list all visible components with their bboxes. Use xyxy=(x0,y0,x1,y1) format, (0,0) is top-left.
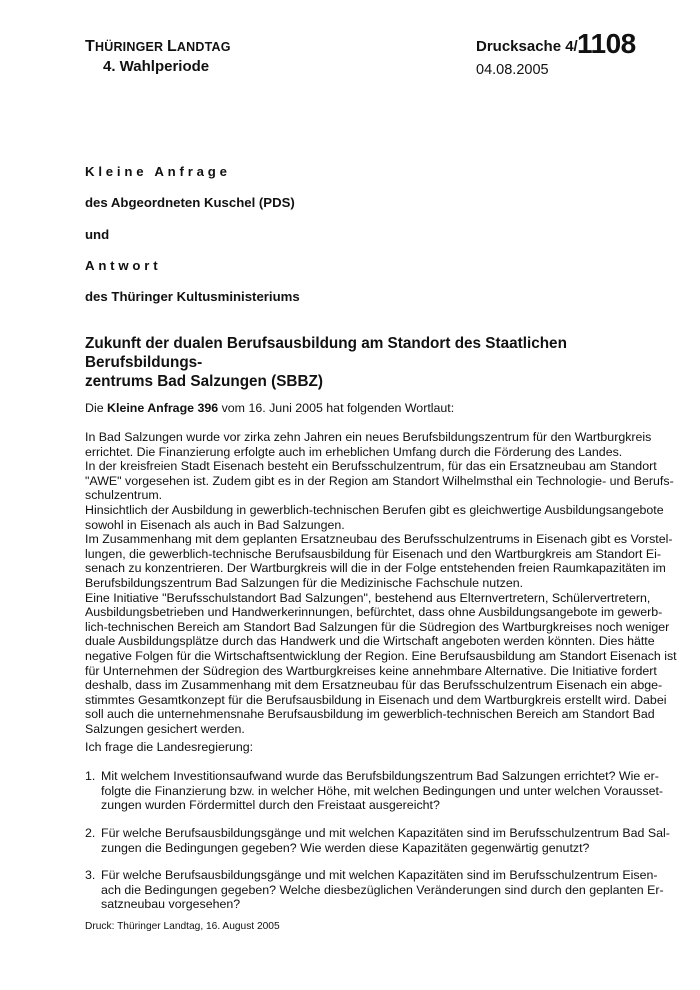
question-1-number: 1. xyxy=(85,769,96,783)
heading-kleine-anfrage: Kleine Anfrage xyxy=(85,164,231,179)
heading-author: des Abgeordneten Kuschel (PDS) xyxy=(85,195,295,210)
body-text-line: Eine Initiative "Berufsschulstandort Bad Salzungen", bestehend aus Elternvertretern, Schülervertretern, xyxy=(85,590,651,605)
question-text-line: Für welche Berufsausbildungsgänge und mit welchen Kapazitäten sind im Berufsschulzentrum Eisen- xyxy=(101,868,658,882)
question-text-line: satzneubau vorgesehen? xyxy=(101,897,241,912)
body-text-line: In Bad Salzungen wurde vor zirka zehn Jahren ein neues Berufsbildungszentrum für den Wartburgkreis xyxy=(85,430,652,444)
drucksache-label: Drucksache 4/ xyxy=(476,38,578,55)
drucksache-number: 1108 xyxy=(577,28,636,59)
body-text-line: lungen, die gewerblich-technische Berufsausbildung für Eisenach und den Wartburgkreis am Standort Ei- xyxy=(85,546,662,561)
body-text-line: Ausbildungsbetrieben und Handwerkerinnungen, befürchtet, dass ohne Ausbildungsangebote im gewerb- xyxy=(85,605,663,620)
body-text-line: für Unternehmen der Südregion des Wartburgkreises keine annehmbare Alternative. Die Initiative fordert xyxy=(85,663,657,678)
question-1-text xyxy=(101,769,664,813)
question-intro: Ich frage die Landesregierung: xyxy=(85,740,254,754)
body-text-line: senach zu konzentrieren. Der Wartburgkreis will die in der Folge entstehenden freien Raumkapazitäten im xyxy=(85,561,666,576)
title-line-1: Zukunft der dualen Berufsausbildung am Standort des Staatlichen Berufsbildungs- xyxy=(85,335,567,371)
electoral-period: 4. Wahlperiode xyxy=(103,58,210,75)
body-text-line: Hinsichtlich der Ausbildung in gewerblich-technischen Berufen gibt es gleichwertige Ausbildungsangebote xyxy=(85,502,664,517)
document-title xyxy=(85,334,645,391)
question-2-text xyxy=(101,826,670,855)
question-3-text xyxy=(101,868,664,912)
body-text-line: Berufsbildungszentrum Bad Salzungen für die Medizinische Fachschule nutzen. xyxy=(85,575,524,590)
body-text-line: deshalb, dass im Zusammenhang mit dem Ersatzneubau für das Berufsschulzentrum Eisenach ein abge- xyxy=(85,678,663,693)
body-text-line: "AWE" vorgesehen ist. Zudem gibt es in der Region am Standort Wilhelmsthal ein Technologie- und Berufs- xyxy=(85,473,674,488)
parliament-name: THÜRINGER LANDTAG xyxy=(85,38,231,55)
body-text-line: soll auch die unternehmensnahe Berufsausbildung im gewerblich-technischen Bereich am Standort Bad xyxy=(85,707,655,722)
title-line-2: zentrums Bad Salzungen (SBBZ) xyxy=(85,373,323,390)
print-footer: Druck: Thüringer Landtag, 16. August 2005 xyxy=(85,921,280,932)
question-2-number: 2. xyxy=(85,826,96,840)
inquiry-number: Kleine Anfrage 396 xyxy=(107,401,219,415)
intro-line: Die Kleine Anfrage 396 vom 16. Juni 2005 hat folgenden Wortlaut: xyxy=(85,401,455,415)
body-text-line: Im Zusammenhang mit dem geplanten Ersatzneubau des Berufsschulzentrums in Eisenach gibt es Vorstel- xyxy=(85,532,673,547)
question-text-line: folgte die Finanzierung bzw. in welcher Höhe, mit welchen Bedingungen und unter welchen Vorausset- xyxy=(101,783,664,798)
heading-ministry: des Thüringer Kultusministeriums xyxy=(85,289,300,304)
question-text-line: zungen wurden Fördermittel durch den Freistaat ausgereicht? xyxy=(101,798,440,813)
body-text-line: stimmtes Gesamtkonzept für die Berufsausbildung in Eisenach und dem Wartburgkreis erstellt wird. Dabei xyxy=(85,692,667,707)
document-date: 04.08.2005 xyxy=(476,62,549,78)
question-text-line: ach die Bedingungen gegeben? Welche diesbezüglichen Veränderungen sind durch den geplanten Er- xyxy=(101,882,664,897)
heading-antwort: Antwort xyxy=(85,258,162,273)
inquiry-body xyxy=(85,430,677,736)
heading-und: und xyxy=(85,227,110,242)
body-text-line: negative Folgen für die Wirtschaftsentwicklung der Region. Eine Berufsausbildung am Standort Eisenach ist xyxy=(85,648,677,663)
question-text-line: Mit welchem Investitionsaufwand wurde das Berufsbildungszentrum Bad Salzungen errichtet? Wie er- xyxy=(101,769,659,783)
body-text-line: sowohl in Eisenach als auch in Bad Salzungen. xyxy=(85,517,345,532)
body-text-line: lich-technischen Bereich am Standort Bad Salzungen für die Südregion des Wartburgkreises noch weniger xyxy=(85,619,670,634)
body-text-line: schulzentrum. xyxy=(85,488,163,503)
body-text-line: In der kreisfreien Stadt Eisenach besteht ein Berufsschulzentrum, für das ein Ersatzneubau am Standort xyxy=(85,459,657,474)
question-text-line: zungen die Bedingungen gegeben? Wie werden diese Kapazitäten gegenwärtig genutzt? xyxy=(101,840,590,855)
body-text-line: duale Ausbildungsplätze durch das Handwerk und die Wirtschaft angeboten werden könnten. Dies hätte xyxy=(85,634,655,649)
body-text-line: errichtet. Die Finanzierung erfolgte auch im erheblichen Umfang durch die Förderung des Landes. xyxy=(85,444,623,459)
question-text-line: Für welche Berufsausbildungsgänge und mit welchen Kapazitäten sind im Berufsschulzentrum Bad Sal- xyxy=(101,826,670,840)
body-text-line: Salzungen gesichert werden. xyxy=(85,721,245,736)
question-3-number: 3. xyxy=(85,868,96,882)
